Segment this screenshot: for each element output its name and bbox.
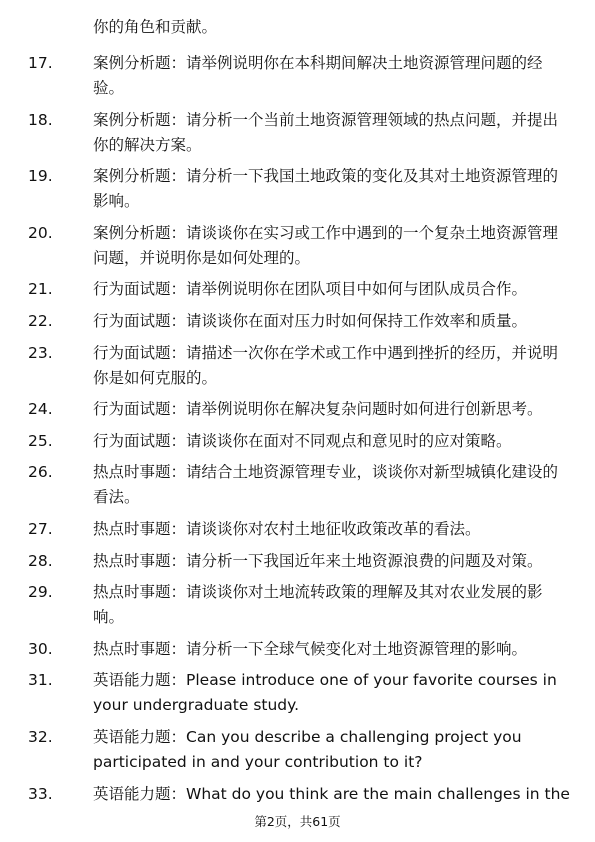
item-number: 28.	[28, 551, 53, 570]
list-item	[0, 549, 573, 574]
item-number: 24.	[28, 400, 53, 419]
list-item	[0, 668, 573, 718]
list-item	[0, 517, 573, 542]
item-text: 热点时事题：请分析一下我国近年来土地资源浪费的问题及对策。	[93, 551, 543, 570]
list-item	[0, 309, 573, 334]
item-number: 19.	[28, 167, 53, 186]
continuation-text: 你的角色和贡献。	[93, 18, 218, 36]
item-number: 32.	[28, 727, 53, 746]
list-item	[0, 429, 573, 454]
list-item	[0, 277, 573, 302]
item-number: 22.	[28, 311, 53, 330]
item-text: 行为面试题：请谈谈你在面对不同观点和意见时的应对策略。	[93, 431, 512, 450]
item-number: 17.	[28, 54, 53, 72]
item-text: 案例分析题：请分析一下我国土地政策的变化及其对土地资源管理的影响。	[93, 167, 559, 211]
list-item	[0, 782, 573, 807]
item-number: 27.	[28, 519, 53, 538]
list-item	[0, 341, 573, 391]
list-item	[0, 108, 573, 158]
list-item	[0, 397, 573, 422]
item-number: 29.	[28, 583, 53, 602]
item-text: 热点时事题：请分析一下全球气候变化对土地资源管理的影响。	[93, 639, 528, 658]
item-text: 行为面试题：请举例说明你在解决复杂问题时如何进行创新思考。	[93, 400, 543, 419]
list-item	[0, 51, 573, 101]
item-text: 热点时事题：请谈谈你对土地流转政策的理解及其对农业发展的影响。	[93, 583, 543, 627]
item-number: 20.	[28, 223, 53, 242]
item-text: 行为面试题：请举例说明你在团队项目中如何与团队成员合作。	[93, 280, 528, 299]
item-number: 21.	[28, 280, 53, 299]
item-text: 英语能力题：Can you describe a challenging project you participated in and your contribution to it?	[93, 727, 522, 771]
item-text: 行为面试题：请描述一次你在学术或工作中遇到挫折的经历，并说明你是如何克服的。	[93, 343, 559, 387]
item-number: 31.	[28, 671, 53, 690]
list-item	[0, 221, 573, 271]
item-number: 25.	[28, 431, 53, 450]
item-text: 案例分析题：请谈谈你在实习或工作中遇到的一个复杂土地资源管理问题，并说明你是如何处理的。	[93, 223, 559, 267]
list-item	[0, 725, 573, 775]
question-list	[0, 51, 595, 813]
item-text: 行为面试题：请谈谈你在面对压力时如何保持工作效率和质量。	[93, 311, 528, 330]
item-text: 热点时事题：请结合土地资源管理专业，谈谈你对新型城镇化建设的看法。	[93, 463, 559, 507]
item-text: 案例分析题：请分析一个当前土地资源管理领域的热点问题，并提出你的解决方案。	[93, 110, 559, 154]
item-text: 英语能力题：What do you think are the main challenges in the	[93, 784, 570, 803]
item-text: 热点时事题：请谈谈你对农村土地征收政策改革的看法。	[93, 519, 481, 538]
list-item	[0, 637, 573, 662]
list-item	[0, 164, 573, 214]
item-number: 26.	[28, 463, 53, 482]
item-text: 案例分析题：请举例说明你在本科期间解决土地资源管理问题的经验。	[93, 54, 543, 97]
item-text: 英语能力题：Please introduce one of your favorite courses in your undergraduate study.	[93, 671, 557, 715]
list-item	[0, 460, 573, 510]
page-footer: 第2页，共61页	[254, 814, 341, 829]
item-number: 33.	[28, 784, 53, 803]
item-number: 23.	[28, 343, 53, 362]
list-item	[0, 580, 573, 630]
item-number: 18.	[28, 110, 53, 129]
item-number: 30.	[28, 639, 53, 658]
